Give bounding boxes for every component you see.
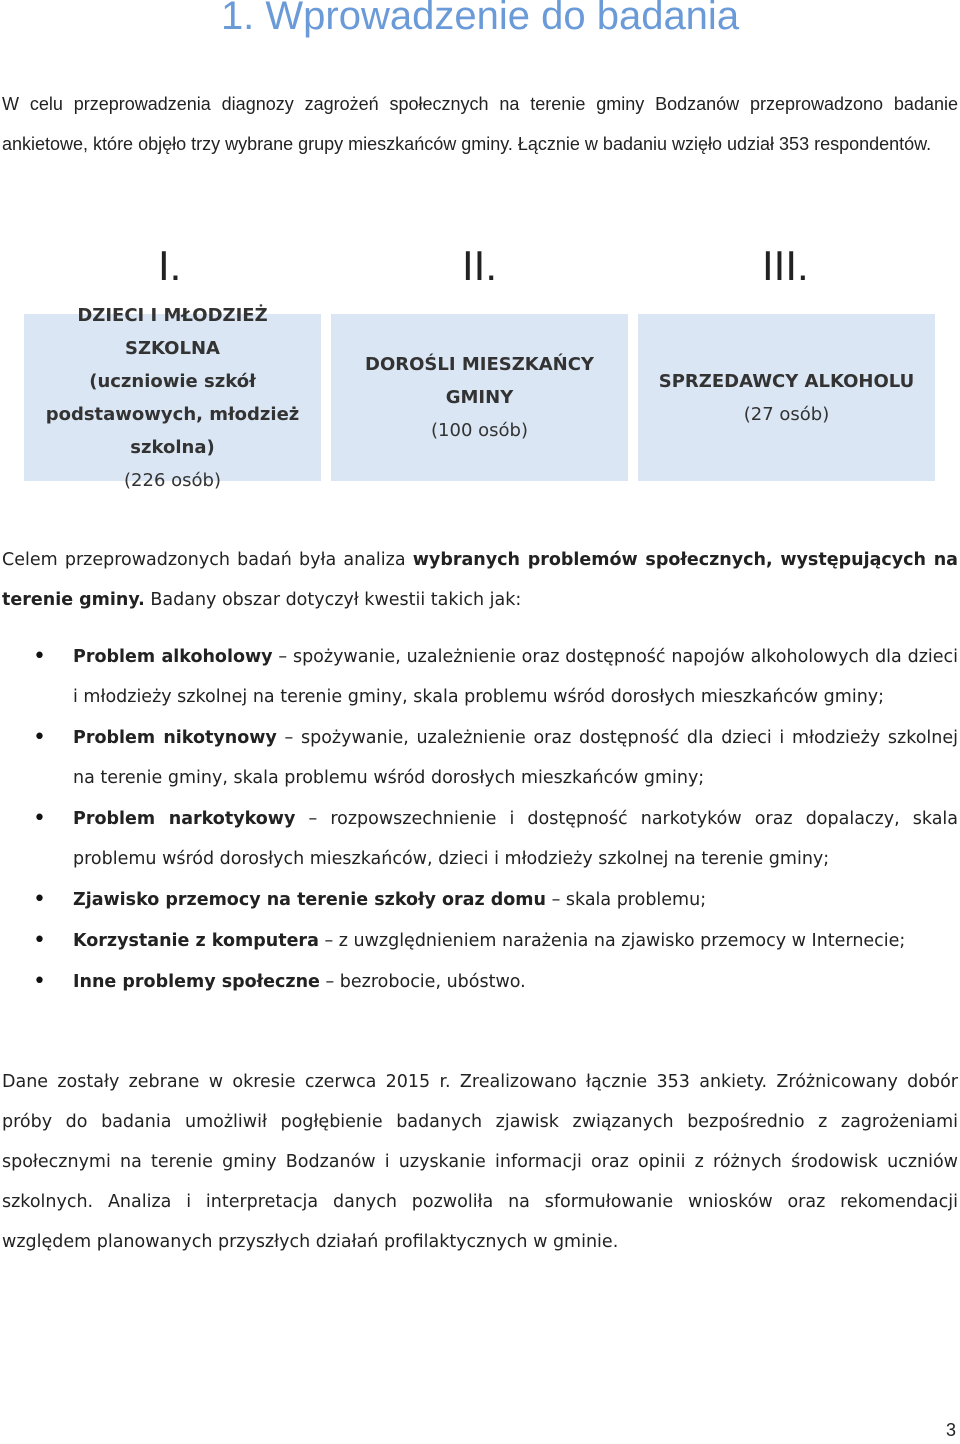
list-item xyxy=(0,880,958,920)
list-item-bold: Problem nikotynowy xyxy=(73,728,277,748)
list-item xyxy=(0,799,958,879)
goal-paragraph xyxy=(2,540,958,620)
list-item xyxy=(0,962,958,1002)
group-numeral-1: I. xyxy=(158,242,182,289)
group-numeral-3: III. xyxy=(762,242,809,289)
group-box-1-line-4: szkolna) xyxy=(130,436,215,458)
page-number: 3 xyxy=(945,1420,956,1440)
goal-rest: Badany obszar dotyczył kwestii takich jak: xyxy=(150,590,522,610)
list-item xyxy=(0,637,958,717)
group-box-1-line-2: (uczniowie szkół xyxy=(89,370,256,392)
list-item-text: – skala problemu; xyxy=(546,890,707,910)
group-box-2-count: (100 osób) xyxy=(431,420,528,441)
list-item-bold: Inne problemy społeczne xyxy=(73,972,320,992)
group-box-1-count: (226 osób) xyxy=(124,469,221,491)
list-item-text: – z uwzględnieniem narażenia na zjawisko przemocy w Internecie; xyxy=(318,931,906,951)
list-item-bold: Korzystanie z komputera xyxy=(73,931,319,951)
page-title: 1. Wprowadzenie do badania xyxy=(220,0,740,38)
list-item-text: – spożywanie, uzależnienie oraz dostępność napojów alkoholowych dla dzieci i młodzieży szkolnej na terenie gminy, skala problemu wśród dorosłych mieszkańców gminy; xyxy=(73,647,958,707)
intro-paragraph: W celu przeprowadzenia diagnozy zagrożeń społecznych na terenie gminy Bodzanów przeprowadzono badanie ankietowe, które objęło trzy wybrane grupy mieszkańców gminy. Łącznie w badaniu wzięło udział 353 respondentów. xyxy=(2,94,958,154)
list-item-text: – rozpowszechnienie i dostępność narkotyków oraz dopalaczy, skala problemu wśród dorosłych mieszkańców, dzieci i młodzieży szkolnej na terenie gminy; xyxy=(73,809,959,869)
list-item-text: – bezrobocie, ubóstwo. xyxy=(319,972,526,992)
group-numeral-2: II. xyxy=(462,242,498,289)
goal-bold: wybranych problemów społecznych, występujących na terenie gminy. xyxy=(2,550,958,610)
problem-list xyxy=(0,637,958,1003)
list-item-text: – spożywanie, uzależnienie oraz dostępność dla dzieci i młodzieży szkolnej na terenie gminy, skala problemu wśród dorosłych mieszkańców gminy; xyxy=(73,728,958,788)
list-item-bold: Problem alkoholowy xyxy=(73,647,273,667)
group-box-1-line-3: podstawowych, młodzież xyxy=(45,403,300,425)
goal-lead: Celem przeprowadzonych badań była analiza xyxy=(2,550,406,570)
list-item xyxy=(0,921,958,961)
list-item-bold: Problem narkotykowy xyxy=(73,809,296,829)
group-box-2 xyxy=(331,314,628,481)
group-box-3-count: (27 osób) xyxy=(743,403,830,425)
list-item xyxy=(0,718,958,798)
list-item-bold: Zjawisko przemocy na terenie szkoły oraz domu xyxy=(73,890,546,910)
group-box-3-line-1: SPRZEDAWCY ALKOHOLU xyxy=(658,370,915,392)
group-box-2-line-2: GMINY xyxy=(445,387,514,408)
group-box-1 xyxy=(24,304,321,491)
group-box-3 xyxy=(638,314,935,481)
closing-paragraph: Dane zostały zebrane w okresie czerwca 2015 r. Zrealizowano łącznie 353 ankiety. Zróżnicowany dobór próby do badania umożliwił pogłębienie badanych zjawisk związanych bezpośrednio z zagrożeniami społecznymi na terenie gminy Bodzanów i uzyskanie informacji oraz opinii z różnych środowisk uczniów szkolnych. Analiza i interpretacja danych pozwoliła na sformułowanie wniosków oraz rekomendacji względem planowanych przyszłych działań profilaktycznych w gminie. xyxy=(2,1072,958,1252)
group-box-1-line-1: DZIECI I MŁODZIEŻ SZKOLNA xyxy=(77,304,268,359)
group-box-2-line-1: DOROŚLI MIESZKAŃCY xyxy=(365,354,594,375)
